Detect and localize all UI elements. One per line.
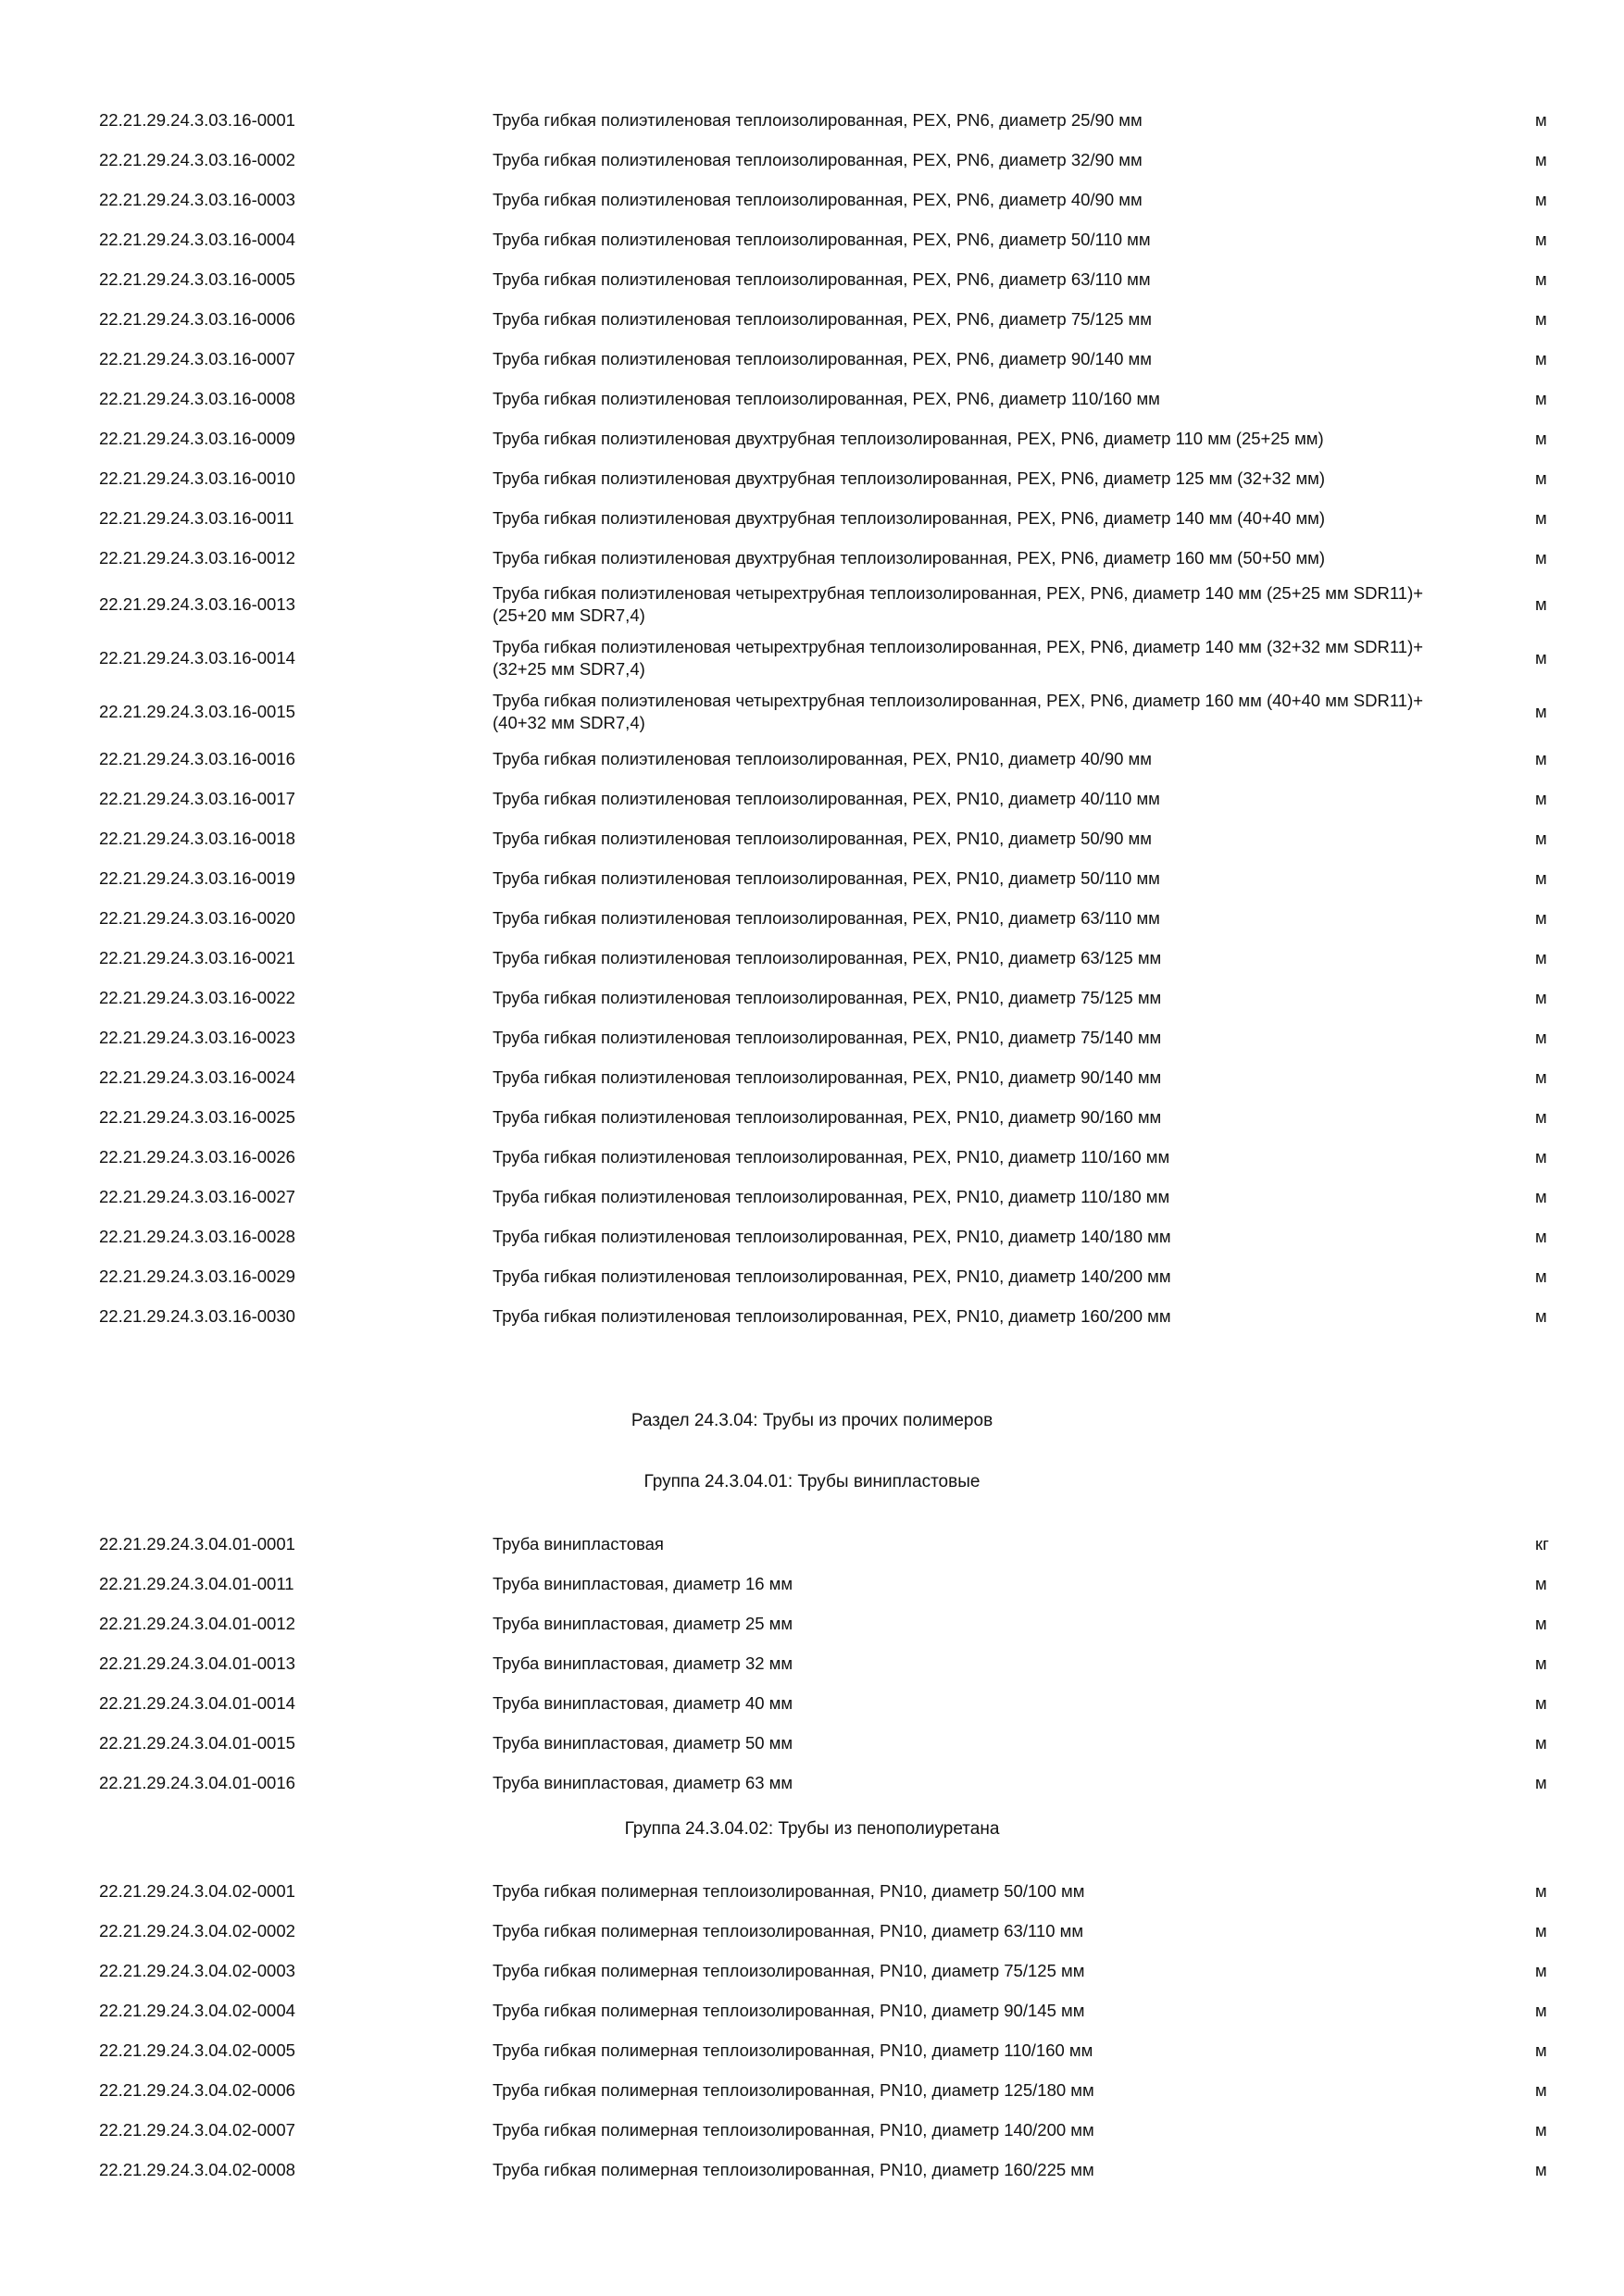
table-row [0,858,1624,898]
item-name: Труба гибкая полимерная теплоизолированная, PN10, диаметр 125/180 мм [493,2079,1094,2100]
group-heading-vinyl: Группа 24.3.04.01: Трубы винипластовые [643,1472,981,1491]
table-row [0,1990,1624,2030]
table-row [0,2150,1624,2190]
table-row [0,140,1624,180]
table-row [0,458,1624,498]
item-code: 22.21.29.24.3.04.02-0004 [99,2000,295,2020]
item-code: 22.21.29.24.3.03.16-0013 [99,594,295,614]
item-code: 22.21.29.24.3.03.16-0004 [99,229,295,249]
table-row [0,418,1624,458]
item-unit: м [1535,1920,1547,1940]
table-row [0,1723,1624,1763]
item-unit: м [1535,1226,1547,1246]
item-code: 22.21.29.24.3.04.01-0016 [99,1772,295,1792]
table-row [0,779,1624,818]
item-code: 22.21.29.24.3.04.01-0001 [99,1533,295,1554]
item-unit: м [1535,1653,1547,1673]
item-unit: м [1535,428,1547,448]
item-name: Труба гибкая полимерная теплоизолированная, PN10, диаметр 140/200 мм [493,2119,1094,2140]
item-unit: м [1535,1146,1547,1167]
item-code: 22.21.29.24.3.03.16-0014 [99,648,295,668]
table-row [0,1177,1624,1217]
item-unit: м [1535,308,1547,329]
item-name: Труба гибкая полиэтиленовая теплоизолированная, PEX, PN6, диаметр 90/140 мм [493,348,1152,368]
item-code: 22.21.29.24.3.03.16-0024 [99,1067,295,1087]
item-code: 22.21.29.24.3.03.16-0001 [99,109,295,130]
item-unit: м [1535,1266,1547,1286]
table-row [0,631,1624,685]
item-code: 22.21.29.24.3.04.01-0013 [99,1653,295,1673]
table-row [0,1603,1624,1643]
table-row [0,578,1624,631]
item-code: 22.21.29.24.3.04.02-0007 [99,2119,295,2140]
item-code: 22.21.29.24.3.03.16-0012 [99,547,295,568]
item-name: Труба гибкая полиэтиленовая теплоизолированная, PEX, PN6, диаметр 50/110 мм [493,229,1151,249]
table-row [0,1217,1624,1256]
item-name: Труба гибкая полимерная теплоизолированная, PN10, диаметр 90/145 мм [493,2000,1085,2020]
item-code: 22.21.29.24.3.03.16-0007 [99,348,295,368]
item-name: Труба гибкая полиэтиленовая двухтрубная теплоизолированная, PEX, PN6, диаметр 110 мм (25+25 мм) [493,428,1324,448]
item-code: 22.21.29.24.3.03.16-0020 [99,907,295,928]
item-unit: м [1535,1106,1547,1127]
item-unit: м [1535,2159,1547,2179]
item-name: Труба гибкая полиэтиленовая теплоизолированная, PEX, PN10, диаметр 75/140 мм [493,1027,1162,1047]
table-row [0,1643,1624,1683]
item-code: 22.21.29.24.3.04.02-0005 [99,2040,295,2060]
table-row [0,2030,1624,2070]
item-name: Труба гибкая полимерная теплоизолированная, PN10, диаметр 50/100 мм [493,1880,1085,1901]
item-name: Труба гибкая полиэтиленовая теплоизолированная, PEX, PN6, диаметр 25/90 мм [493,109,1143,130]
item-unit: м [1535,1613,1547,1633]
item-name: Труба гибкая полиэтиленовая теплоизолированная, PEX, PN10, диаметр 40/110 мм [493,788,1160,808]
item-name: Труба гибкая полиэтиленовая двухтрубная теплоизолированная, PEX, PN6, диаметр 125 мм (32+32 мм) [493,468,1326,488]
item-code: 22.21.29.24.3.03.16-0019 [99,867,295,888]
item-name: Труба гибкая полиэтиленовая теплоизолированная, PEX, PN6, диаметр 40/90 мм [493,189,1143,209]
item-unit: м [1535,907,1547,928]
item-code: 22.21.29.24.3.03.16-0017 [99,788,295,808]
table-row [0,299,1624,339]
item-unit: м [1535,1067,1547,1087]
item-name: Труба винипластовая [493,1533,664,1554]
item-unit: м [1535,788,1547,808]
item-code: 22.21.29.24.3.03.16-0030 [99,1305,295,1326]
table-block-pex [0,100,1624,1336]
table-row [0,339,1624,379]
item-name: Труба гибкая полиэтиленовая теплоизолированная, PEX, PN6, диаметр 63/110 мм [493,268,1151,289]
item-name: Труба гибкая полиэтиленовая четырехтрубная теплоизолированная, PEX, PN6, диаметр 140 мм (25+25 мм SDR11)+(25+20 мм SDR7,4) [493,583,1424,625]
item-unit: м [1535,2119,1547,2140]
item-unit: м [1535,348,1547,368]
item-name: Труба винипластовая, диаметр 63 мм [493,1772,793,1792]
item-unit: м [1535,828,1547,848]
item-code: 22.21.29.24.3.04.01-0015 [99,1732,295,1753]
table-row [0,379,1624,418]
table-row [0,978,1624,1017]
item-name: Труба гибкая полиэтиленовая теплоизолированная, PEX, PN10, диаметр 140/180 мм [493,1226,1171,1246]
item-code: 22.21.29.24.3.03.16-0016 [99,748,295,768]
item-code: 22.21.29.24.3.04.02-0002 [99,1920,295,1940]
item-name: Труба винипластовая, диаметр 16 мм [493,1573,793,1593]
item-unit: м [1535,648,1547,668]
item-unit: м [1535,2000,1547,2020]
item-name: Труба гибкая полиэтиленовая четырехтрубная теплоизолированная, PEX, PN6, диаметр 160 мм (40+40 мм SDR11)+(40+32 мм SDR7,4) [493,691,1424,732]
item-name: Труба гибкая полиэтиленовая теплоизолированная, PEX, PN10, диаметр 63/125 мм [493,947,1162,967]
item-code: 22.21.29.24.3.04.02-0001 [99,1880,295,1901]
table-row [0,898,1624,938]
item-name: Труба гибкая полиэтиленовая двухтрубная теплоизолированная, PEX, PN6, диаметр 160 мм (50+50 мм) [493,547,1326,568]
item-unit: м [1535,1960,1547,1980]
item-unit: м [1535,867,1547,888]
item-unit: м [1535,547,1547,568]
item-code: 22.21.29.24.3.03.16-0006 [99,308,295,329]
item-unit: м [1535,1027,1547,1047]
item-name: Труба гибкая полиэтиленовая теплоизолированная, PEX, PN10, диаметр 63/110 мм [493,907,1160,928]
item-unit: м [1535,2079,1547,2100]
table-block-ppu [0,1871,1624,2190]
item-name: Труба гибкая полиэтиленовая теплоизолированная, PEX, PN10, диаметр 140/200 мм [493,1266,1171,1286]
item-unit: м [1535,1732,1547,1753]
item-code: 22.21.29.24.3.03.16-0021 [99,947,295,967]
item-code: 22.21.29.24.3.04.02-0006 [99,2079,295,2100]
item-unit: м [1535,229,1547,249]
item-code: 22.21.29.24.3.04.02-0003 [99,1960,295,1980]
table-row [0,1524,1624,1564]
table-row [0,1057,1624,1097]
item-unit: м [1535,1186,1547,1206]
item-code: 22.21.29.24.3.03.16-0018 [99,828,295,848]
table-row [0,739,1624,779]
table-row [0,1951,1624,1990]
item-unit: м [1535,1880,1547,1901]
table-row [0,498,1624,538]
table-row [0,219,1624,259]
table-row [0,938,1624,978]
item-code: 22.21.29.24.3.03.16-0015 [99,702,295,721]
item-name: Труба гибкая полимерная теплоизолированная, PN10, диаметр 63/110 мм [493,1920,1084,1940]
item-name: Труба гибкая полимерная теплоизолированная, PN10, диаметр 75/125 мм [493,1960,1085,1980]
item-code: 22.21.29.24.3.04.01-0011 [99,1573,294,1593]
item-code: 22.21.29.24.3.04.01-0012 [99,1613,295,1633]
table-row [0,685,1624,739]
table-block-vinyl [0,1524,1624,1803]
item-name: Труба гибкая полиэтиленовая теплоизолированная, PEX, PN10, диаметр 110/160 мм [493,1146,1170,1167]
item-unit: м [1535,1573,1547,1593]
table-row [0,1017,1624,1057]
item-unit: м [1535,1305,1547,1326]
item-code: 22.21.29.24.3.03.16-0028 [99,1226,295,1246]
item-code: 22.21.29.24.3.03.16-0002 [99,149,295,169]
item-name: Труба винипластовая, диаметр 32 мм [493,1653,793,1673]
item-code: 22.21.29.24.3.03.16-0003 [99,189,295,209]
item-unit: м [1535,388,1547,408]
item-unit: м [1535,149,1547,169]
section-heading: Раздел 24.3.04: Трубы из прочих полимеров [631,1411,993,1430]
table-row [0,538,1624,578]
item-unit: м [1535,468,1547,488]
item-code: 22.21.29.24.3.03.16-0023 [99,1027,295,1047]
item-unit: м [1535,987,1547,1007]
table-row [0,1296,1624,1336]
item-code: 22.21.29.24.3.03.16-0011 [99,507,294,528]
table-row [0,1683,1624,1723]
item-name: Труба гибкая полиэтиленовая теплоизолированная, PEX, PN10, диаметр 75/125 мм [493,987,1162,1007]
item-unit: м [1535,507,1547,528]
item-unit: м [1535,947,1547,967]
item-name: Труба гибкая полиэтиленовая теплоизолированная, PEX, PN6, диаметр 110/160 мм [493,388,1160,408]
item-unit: м [1535,2040,1547,2060]
table-row [0,180,1624,219]
item-unit: м [1535,748,1547,768]
table-row [0,100,1624,140]
item-name: Труба винипластовая, диаметр 25 мм [493,1613,793,1633]
table-row [0,2070,1624,2110]
item-unit: м [1535,702,1547,721]
item-name: Труба гибкая полиэтиленовая теплоизолированная, PEX, PN10, диаметр 90/160 мм [493,1106,1162,1127]
group-heading-ppu: Группа 24.3.04.02: Трубы из пенополиуретана [624,1819,1000,1839]
table-row [0,818,1624,858]
item-unit: м [1535,268,1547,289]
item-name: Труба винипластовая, диаметр 40 мм [493,1692,793,1713]
item-code: 22.21.29.24.3.03.16-0025 [99,1106,295,1127]
item-name: Труба гибкая полиэтиленовая двухтрубная теплоизолированная, PEX, PN6, диаметр 140 мм (40+40 мм) [493,507,1326,528]
item-name: Труба гибкая полиэтиленовая теплоизолированная, PEX, PN6, диаметр 75/125 мм [493,308,1152,329]
table-row [0,1137,1624,1177]
item-name: Труба винипластовая, диаметр 50 мм [493,1732,793,1753]
table-row [0,1763,1624,1803]
item-name: Труба гибкая полимерная теплоизолированная, PN10, диаметр 160/225 мм [493,2159,1094,2179]
item-name: Труба гибкая полиэтиленовая теплоизолированная, PEX, PN10, диаметр 90/140 мм [493,1067,1162,1087]
item-code: 22.21.29.24.3.03.16-0005 [99,268,295,289]
table-row [0,1256,1624,1296]
item-name: Труба гибкая полиэтиленовая теплоизолированная, PEX, PN10, диаметр 160/200 мм [493,1305,1171,1326]
table-row [0,1097,1624,1137]
table-row [0,1911,1624,1951]
item-unit: м [1535,594,1547,614]
item-code: 22.21.29.24.3.03.16-0008 [99,388,295,408]
item-unit: м [1535,1692,1547,1713]
item-unit: кг [1535,1533,1549,1554]
table-row [0,1871,1624,1911]
item-unit: м [1535,1772,1547,1792]
item-code: 22.21.29.24.3.03.16-0022 [99,987,295,1007]
item-name: Труба гибкая полиэтиленовая теплоизолированная, PEX, PN10, диаметр 110/180 мм [493,1186,1170,1206]
item-unit: м [1535,109,1547,130]
item-name: Труба гибкая полиэтиленовая теплоизолированная, PEX, PN6, диаметр 32/90 мм [493,149,1143,169]
table-row [0,1564,1624,1603]
item-name: Труба гибкая полиэтиленовая теплоизолированная, PEX, PN10, диаметр 40/90 мм [493,748,1152,768]
item-name: Труба гибкая полиэтиленовая четырехтрубная теплоизолированная, PEX, PN6, диаметр 140 мм (32+32 мм SDR11)+(32+25 мм SDR7,4) [493,637,1424,679]
item-unit: м [1535,189,1547,209]
item-code: 22.21.29.24.3.04.02-0008 [99,2159,295,2179]
item-code: 22.21.29.24.3.03.16-0009 [99,428,295,448]
item-code: 22.21.29.24.3.03.16-0029 [99,1266,295,1286]
item-code: 22.21.29.24.3.03.16-0027 [99,1186,295,1206]
item-code: 22.21.29.24.3.03.16-0010 [99,468,295,488]
table-row [0,2110,1624,2150]
table-row [0,259,1624,299]
item-code: 22.21.29.24.3.03.16-0026 [99,1146,295,1167]
item-name: Труба гибкая полимерная теплоизолированная, PN10, диаметр 110/160 мм [493,2040,1093,2060]
item-name: Труба гибкая полиэтиленовая теплоизолированная, PEX, PN10, диаметр 50/110 мм [493,867,1160,888]
item-code: 22.21.29.24.3.04.01-0014 [99,1692,295,1713]
item-name: Труба гибкая полиэтиленовая теплоизолированная, PEX, PN10, диаметр 50/90 мм [493,828,1152,848]
